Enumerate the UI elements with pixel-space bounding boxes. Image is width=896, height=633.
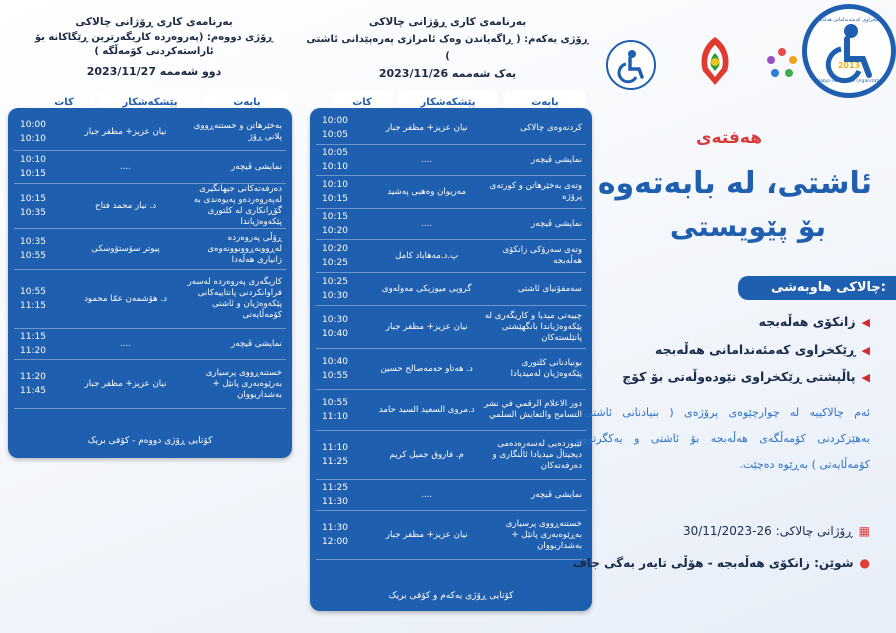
row-time: 10:15 10:20: [322, 212, 348, 236]
triangle-bullet-icon: ◀: [861, 344, 870, 357]
row-speaker: نیان عزیز+ مظفر جبار: [385, 529, 468, 540]
row-topic: لێبوردەیی لەسەرەدەمی دیجیتاڵ میدیادا ئاڵنگاری و دەرفەتەکان: [492, 438, 582, 471]
row-time: 11:10 11:25: [322, 443, 348, 467]
day1-header-topic: بابەت: [504, 90, 586, 114]
kurdistan-flag-logo: [693, 35, 737, 89]
day2-footer: کۆتایی ڕۆژی دووەم - کۆفی بریک: [87, 436, 213, 446]
row-speaker: د.مروى السعيد السيد حامد: [378, 404, 475, 415]
schedule-row: [316, 511, 586, 560]
row-speaker: ....: [421, 154, 433, 165]
row-speaker: ....: [120, 338, 131, 349]
row-speaker: د. هەتاو حەمەصالح حسین: [380, 363, 473, 374]
row-time: 11:25 11:30: [322, 483, 348, 507]
row-topic: دەرفەتەکانی جیهانگیری لەپەروەردەو پەیوەندی بە گۆڕانکاری لە کلتوری پێکەوەژیاندا: [193, 184, 282, 227]
row-topic: نمایشی ڤیچەر: [531, 489, 582, 500]
day1-footer: کۆتایی ڕۆژی یەکەم و کۆفی بریک: [388, 591, 514, 601]
row-topic: نمایشی ڤیچەر: [531, 218, 582, 229]
row-time: 10:05 10:10: [322, 148, 348, 172]
row-speaker: نیان عزیز+ مظفر جبار: [385, 321, 468, 332]
row-time: 11:15 11:20: [20, 332, 46, 356]
schedule-row: [316, 390, 586, 431]
row-speaker: پیوتر سۆستۆوسکی: [91, 243, 160, 254]
row-topic: بونیادنانی کلتوری پێکەوەژیان لەمیدیادا: [510, 358, 582, 379]
schedule-row: [14, 184, 286, 229]
calendar-icon: ▦: [858, 524, 870, 538]
logo-year: 2013: [837, 61, 861, 70]
logo-name-en: Halabja Handicaps Organization: [812, 79, 886, 84]
partner-item-org: ◀ڕێکخراوی کەمئەندامانی هەڵەبجە: [655, 342, 870, 357]
day2-header-speaker: پێشکەشکار: [100, 90, 200, 114]
row-speaker: د. هۆشمەن عمّا محمود: [84, 293, 167, 304]
schedule-row: [316, 273, 586, 306]
row-speaker: م. فاروق جمیل کریم: [389, 449, 464, 460]
row-time: 10:00 10:10: [20, 120, 46, 144]
schedule-row: [14, 114, 286, 151]
row-speaker: نیان عزیز+ مظفر جبار: [84, 126, 167, 137]
day2-rows: [14, 114, 286, 409]
event-location: ●شوێن: زانکۆی هەڵەبجە - هۆڵی تایەر بەگی جاف: [572, 556, 870, 570]
halabja-disabled-logo: [606, 40, 656, 90]
halabja-handicaps-logo: [802, 4, 896, 98]
colorful-partner-logo: [765, 46, 799, 80]
row-topic: نمایشی ڤیچەر: [231, 161, 282, 172]
small-title: هەفتەی: [695, 128, 762, 148]
row-speaker: مەریوان وەهبی پەشید: [387, 186, 466, 197]
schedule-row: [316, 480, 586, 511]
schedule-row: [14, 229, 286, 270]
schedule-row: [14, 270, 286, 329]
flag-emblem-icon: [693, 35, 737, 89]
triangle-bullet-icon: ◀: [861, 316, 870, 329]
location-pin-icon: ●: [859, 556, 870, 570]
schedule-row: [316, 431, 586, 480]
schedule-row: [316, 349, 586, 390]
schedule-row: [316, 112, 586, 145]
schedule-row: [14, 151, 286, 184]
partner-item-university: ◀زانکۆی هەڵەبجە: [758, 314, 870, 329]
row-topic: خستنەڕووی پرسیاری بەڕێوەبەری پانێل + بەشداربووان: [505, 518, 582, 551]
row-time: 11:30 12:00: [322, 523, 348, 547]
row-time: 10:35 10:55: [20, 237, 46, 261]
row-topic: دور الاعلام الرقمي في نشر التسامح والتعايش السلمي: [484, 399, 582, 420]
row-time: 10:15 10:35: [20, 194, 46, 218]
row-speaker: پ.د.مەهاباد کامل: [395, 250, 459, 261]
row-speaker: گروپی میوزیکی مەولەوی: [381, 283, 472, 294]
day2-header: [10, 14, 298, 80]
row-time: 10:20 10:25: [322, 244, 348, 268]
schedule-row: [316, 306, 586, 349]
day1-title: بەرنامەی کاری ڕۆژانی چالاکی: [368, 16, 527, 28]
day2-title: بەرنامەی کاری ڕۆژانی چالاکی: [75, 16, 233, 28]
schedule-row: [316, 176, 586, 209]
row-topic: خستنەڕووی پرسیاری بەرێوەبەری پانێل + بەشداربووان: [205, 367, 282, 400]
row-topic: نمایشی ڤیچەر: [231, 338, 282, 349]
row-topic: سەمفۆنیای ئاشتی: [517, 283, 582, 294]
row-time: 10:10 10:15: [20, 155, 46, 179]
row-speaker: د. نیاز محمد فتاح: [95, 200, 157, 211]
headline-line-1: ئاشتی، لە بابەتەوە: [597, 166, 872, 201]
project-description: ئەم چالاکییە لە چوارچێوەی پرۆژەی ( بنیادنانی ئاشتی ، بەهێزکردنی کۆمەڵگەی هەڵەبجە بۆ ئاشتی و یەکگرتوویی کۆمەڵایەتی ) بەڕێوە دەچێت.: [570, 406, 870, 471]
row-topic: وتەی بەخێرهاتن و کورتەی پرۆژە: [489, 181, 582, 202]
row-time: 10:10 10:15: [322, 180, 348, 204]
row-topic: وتەی سەرۆکی زانکۆی هەڵەبجە: [502, 245, 582, 266]
row-time: 10:55 11:10: [322, 398, 348, 422]
headline-line-2: بۆ پێویستی: [669, 210, 826, 243]
schedule-row: [14, 360, 286, 409]
partner-item-iom: ◀پاڵپشتی ڕێکخراوی نێودەوڵەتی بۆ کۆچ: [622, 369, 870, 384]
event-days: ▦ڕۆژانی چالاکی: 26-30/11/2023: [682, 524, 870, 538]
row-topic: نمایشی ڤیچەر: [531, 154, 582, 165]
day2-schedule-panel: [8, 108, 292, 458]
row-time: 10:40 10:55: [322, 357, 348, 381]
row-speaker: نیان عزیز+ مظفر جبار: [84, 378, 167, 389]
day1-header-time: کات: [332, 90, 392, 114]
row-time: 10:00 10:05: [322, 116, 348, 140]
schedule-row: [316, 240, 586, 273]
row-time: 11:20 11:45: [20, 372, 46, 396]
row-topic: کاریگەری پەروەردە لەسەر فراوانکردنی پانتاییەکانی پێکەوەژیان و ئاشتی کۆمەڵایەتی: [187, 277, 282, 320]
row-topic: چییەتی میدیا و کاریگەری لە پێکەوەژیاندا بانگهێشتی پانێلستەکان: [484, 310, 582, 343]
row-time: 10:55 11:15: [20, 287, 46, 311]
row-time: 10:25 10:30: [322, 277, 348, 301]
schedule-row: [316, 145, 586, 176]
row-time: 10:30 10:40: [322, 315, 348, 339]
day1-date: یەک شەممە 2023/11/26: [378, 67, 517, 80]
day2-header-time: کات: [34, 90, 94, 114]
triangle-bullet-icon: ◀: [861, 371, 870, 384]
row-topic: کردنەوەی چالاکی: [520, 122, 582, 133]
row-speaker: ....: [120, 161, 131, 172]
day1-header-speaker: پێشکەشکار: [398, 90, 498, 114]
wheelchair-small-icon: [608, 42, 654, 88]
people-burst-icon: [765, 46, 799, 80]
day2-subtitle: ڕۆژی دووەم: (پەروەردە کاریگەرترین ڕێگاکانە بۆ ئاراستەکردنی کۆمەڵگە ): [34, 32, 274, 57]
logo-name: ڕێکخراوی کەمئەندامانی هەڵەبجە: [814, 17, 883, 23]
row-topic: ڕۆڵی پەروەردە لەڕووبەڕووبوونەوەی زانیاری هەڵەدا: [207, 232, 282, 265]
row-topic: بەخێرهاتن و خستنەڕووی پلانی ڕۆژ: [193, 121, 282, 142]
row-speaker: نیان عزیز+ مظفر جبار: [385, 122, 468, 133]
row-speaker: ....: [421, 218, 433, 229]
schedule-row: [316, 209, 586, 240]
schedule-row: [14, 329, 286, 360]
day1-rows: [316, 112, 586, 560]
day1-header: [305, 14, 590, 82]
day1-subtitle: ڕۆژی یەکەم: ( ڕاگەیاندن وەک ئامرازی پەرەپێدانی ئاشتی ): [306, 34, 589, 62]
partners-label: چالاکی هاوبەشی:: [738, 276, 896, 300]
day2-date: دوو شەممە 2023/11/27: [86, 65, 222, 78]
row-speaker: ....: [421, 489, 433, 500]
day1-schedule-panel: [310, 108, 592, 611]
day2-header-topic: بابەت: [206, 90, 288, 114]
